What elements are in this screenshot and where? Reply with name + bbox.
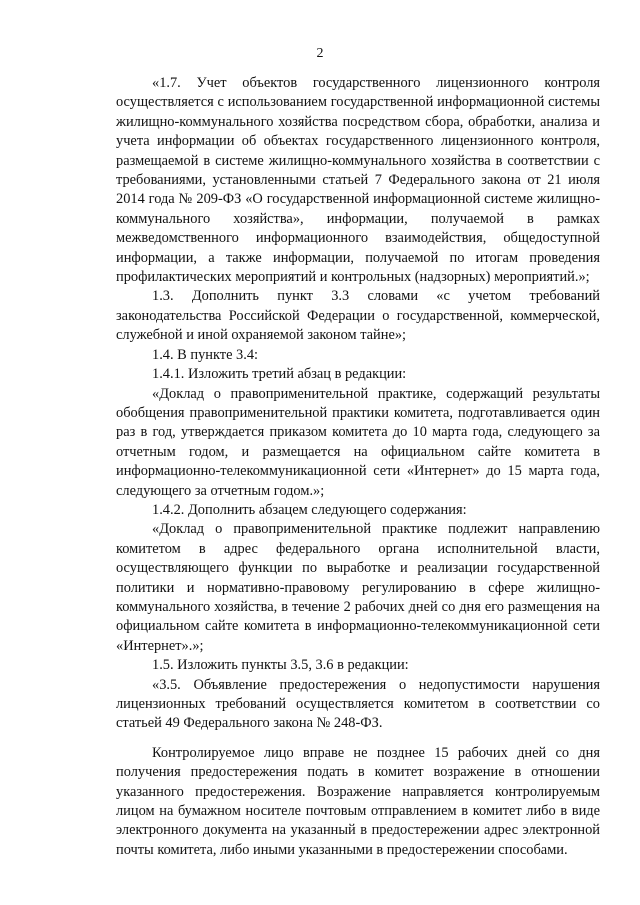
paragraph-3-5: «3.5. Объявление предостережения о недопустимости нарушения лицензионных требований осуществляется комитетом в соответствии со статьей 49 Федерального закона № 248-ФЗ.: [116, 676, 600, 732]
paragraph-1-5: 1.5. Изложить пункты 3.5, 3.6 в редакции:: [152, 657, 409, 674]
paragraph-objection: Контролируемое лицо вправе не позднее 15 рабочих дней со дня получения предостережения подать в комитет возражение в отношении указанного предостережения. Возражение направляется контролируемым лицом на бумажном носителе почтовым отправлением в комитет либо в виде электронного документа на указанный в предостережении адрес электронной почты комитета, либо иными указанными в предостережении способами.: [116, 744, 600, 858]
paragraph-1-4: 1.4. В пункте 3.4:: [152, 346, 259, 363]
paragraph-1-7: «1.7. Учет объектов государственного лицензионного контроля осуществляется с использованием государственной информационной системы жилищно-коммунального хозяйства посредством сбора, обработки, анализа и учета информации об объектах государственного лицензионного контроля, размещаемой в системе жилищно-коммунального хозяйства в соответствии с требованиями, установленными статьей 7 Федерального закона от 21 июля 2014 года № 209-ФЗ «О государственной информационной системе жилищно-коммунального хозяйства», информации, получаемой в рамках межведомственного информационного взаимодействия, общедоступной информации, а также информации, получаемой по итогам проведения профилактических мероприятий и контрольных (надзорных) мероприятий.»;: [116, 75, 600, 286]
paragraph-1-4-1: 1.4.1. Изложить третий абзац в редакции:: [152, 366, 407, 383]
document-body: [116, 74, 600, 860]
paragraph-report-submission: «Доклад о правоприменительной практике подлежит направлению комитетом в адрес федерального органа исполнительной власти, осуществляющего функции по выработке и реализации государственной политики и нормативно-правовому регулированию в сфере жилищно-коммунального хозяйства, в течение 2 рабочих дней со дня его размещения на официальном сайте комитета в информационно-телекоммуникационной сети «Интернет».»;: [116, 521, 600, 654]
paragraph-1-3: 1.3. Дополнить пункт 3.3 словами «с учетом требований законодательства Российской Федерации о государственной, коммерческой, служебной и иной охраняемой законом тайне»;: [116, 288, 600, 344]
paragraph-1-4-2: 1.4.2. Дополнить абзацем следующего содержания:: [152, 501, 467, 518]
page-number: 2: [316, 46, 324, 61]
paragraph-report-text: «Доклад о правоприменительной практике, содержащий результаты обобщения правоприменительной практики комитета, подготавливается один раз в год, утверждается приказом комитета до 10 марта года, следующего за отчетным годом, и размещается на официальном сайте комитета в информационно-телекоммуникационной сети «Интернет» до 15 марта года, следующего за отчетным годом.»;: [116, 385, 600, 499]
